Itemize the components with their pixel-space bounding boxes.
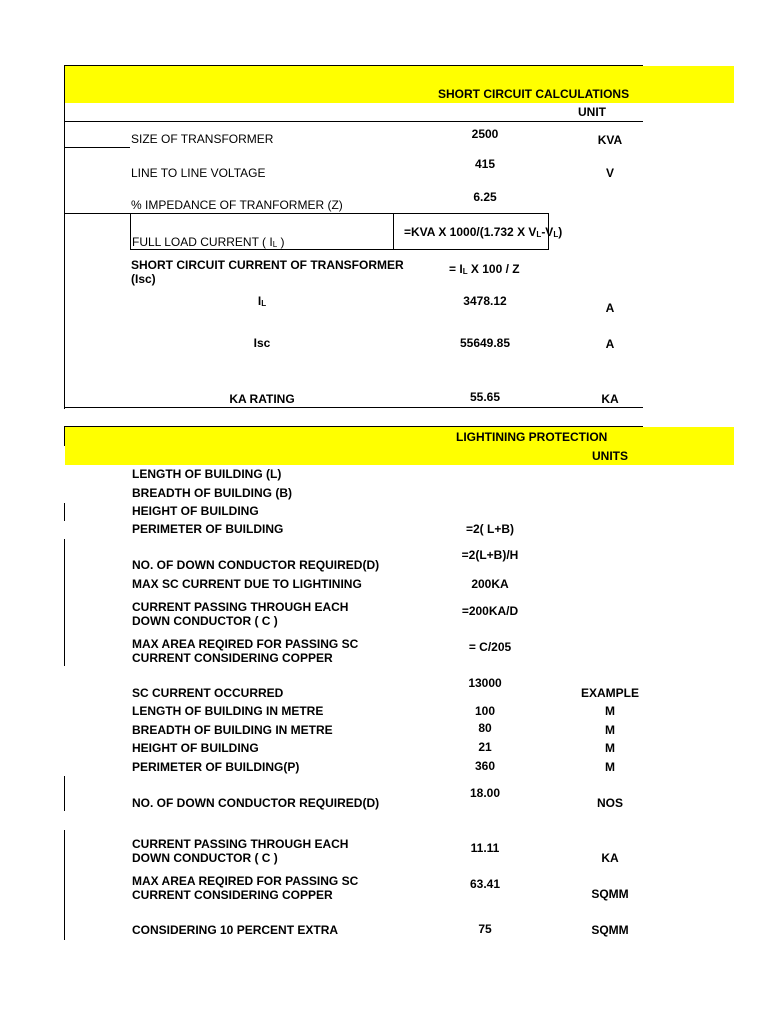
row-full-load-label: FULL LOAD CURRENT ( $I_L$ ) (132, 235, 285, 249)
row-line-voltage-unit: V (605, 166, 614, 180)
row-transformer-size-value: 2500 (471, 127, 499, 141)
ex-sc-current-value: 13000 (468, 676, 502, 690)
row-isc-label: Isc (253, 336, 271, 350)
lp-down-conductor-formula: =2(L+B)/H (461, 548, 519, 562)
row-transformer-size-label: SIZE OF TRANSFORMER (131, 132, 274, 146)
row-line-voltage-value: 415 (474, 157, 496, 171)
ex-current-each-unit: KA (601, 851, 619, 865)
ex-breadth-unit: M (605, 723, 615, 737)
lp-max-sc-label: MAX SC CURRENT DUE TO LIGHTINING (132, 577, 362, 591)
ex-length-unit: M (605, 704, 615, 718)
row-transformer-size-unit: KVA (597, 133, 623, 147)
ex-breadth-label: BREADTH OF BUILDING IN METRE (132, 723, 333, 737)
ex-perimeter-value: 360 (474, 759, 496, 773)
sc-title: SHORT CIRCUIT CALCULATIONS (438, 87, 630, 101)
lp-current-each-label: CURRENT PASSING THROUGH EACH DOWN CONDUCTOR ( C ) (132, 600, 349, 628)
ex-breadth-value: 80 (478, 721, 492, 735)
lp-title: LIGHTINING PROTECTION (456, 430, 608, 444)
lp-height-label: HEIGHT OF BUILDING (132, 504, 259, 518)
ex-height-value: 21 (478, 740, 492, 754)
lp-length-label: LENGTH OF BUILDING (L) (132, 467, 282, 481)
ex-max-area-label: MAX AREA REQIRED FOR PASSING SC CURRENT CONSIDERING COPPER (132, 874, 359, 902)
row-il-label: $I_L$ (257, 294, 267, 308)
lp-max-sc-value: 200KA (471, 577, 509, 591)
row-ka-rating-label: KA RATING (229, 392, 295, 406)
ex-max-area-unit: SQMM (591, 887, 629, 901)
lp-header-fill (65, 427, 734, 465)
row-isc-unit: A (605, 337, 615, 351)
lp-unit-header: UNITS (592, 449, 628, 463)
row-ka-rating-unit: KA (601, 392, 619, 406)
row-ka-rating-value: 55.65 (469, 390, 501, 404)
ex-down-conductor-value: 18.00 (469, 786, 501, 800)
ex-down-conductor-label: NO. OF DOWN CONDUCTOR REQUIRED(D) (132, 796, 380, 810)
row-full-load-formula: =KVA X 1000/(1.732 X $V_L-V_L$) (404, 225, 563, 239)
lp-max-area-formula: = C/205 (468, 640, 512, 654)
row-il-unit: A (605, 301, 615, 315)
ex-ten-percent-value: 75 (478, 922, 492, 936)
ex-length-value: 100 (474, 704, 496, 718)
ex-current-each-value: 11.11 (470, 841, 500, 855)
ex-header-label: EXAMPLE (580, 686, 639, 700)
ex-height-label: HEIGHT OF BUILDING (132, 741, 259, 755)
ex-current-each-label: CURRENT PASSING THROUGH EACH DOWN CONDUCTOR ( C ) (132, 837, 349, 865)
row-isc-value: 55649.85 (459, 336, 511, 350)
lp-max-area-label: MAX AREA REQIRED FOR PASSING SC CURRENT CONSIDERING COPPER (132, 637, 359, 665)
sc-header-fill (65, 66, 734, 103)
ex-length-label: LENGTH OF BUILDING IN METRE (132, 704, 324, 718)
ex-sc-current-label: SC CURRENT OCCURRED (132, 686, 284, 700)
ex-down-conductor-unit: NOS (596, 796, 623, 810)
sc-unit-header: UNIT (578, 105, 606, 119)
ex-perimeter-unit: M (605, 760, 615, 774)
row-line-voltage-label: LINE TO LINE VOLTAGE (131, 166, 266, 180)
row-impedance-label: % IMPEDANCE OF TRANFORMER (Z) (131, 198, 343, 212)
ex-perimeter-label: PERIMETER OF BUILDING(P) (132, 760, 300, 774)
ex-height-unit: M (605, 741, 615, 755)
ex-max-area-value: 63.41 (469, 877, 501, 891)
lp-down-conductor-label: NO. OF DOWN CONDUCTOR REQUIRED(D) (132, 558, 380, 572)
lp-breadth-label: BREADTH OF BUILDING (B) (132, 486, 292, 500)
row-sc-current-formula: = $I_L$ X 100 / Z (449, 262, 520, 276)
ex-ten-percent-label: CONSIDERING 10 PERCENT EXTRA (132, 923, 339, 937)
row-sc-current-label: SHORT CIRCUIT CURRENT OF TRANSFORMER (Isc) (131, 258, 404, 286)
lp-perimeter-label: PERIMETER OF BUILDING (132, 522, 284, 536)
row-il-value: 3478.12 (463, 294, 507, 308)
ex-ten-percent-unit: SQMM (591, 923, 629, 937)
lp-current-each-formula: =200KA/D (461, 604, 519, 618)
lp-perimeter-formula: =2( L+B) (465, 522, 514, 536)
row-impedance-value: 6.25 (473, 190, 497, 204)
